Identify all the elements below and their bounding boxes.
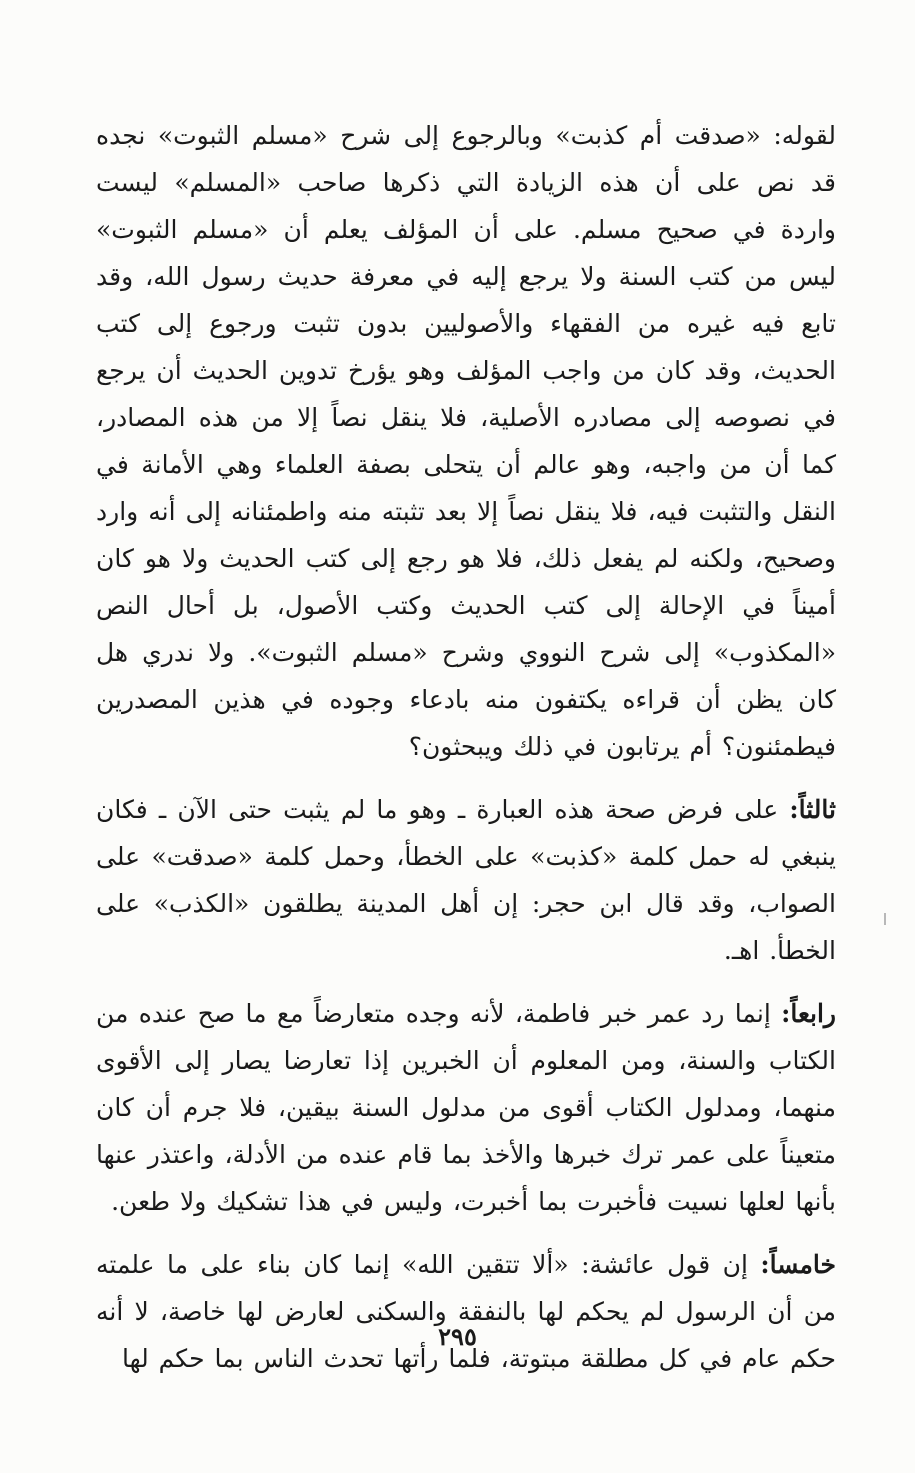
paragraph-thirdly [96,786,836,974]
main-text [96,112,836,1382]
paragraph-text: إن قول عائشة: «ألا تتقين الله» إنما كان بناء على ما علمته من أن الرسول لم يحكم لها بالنفقة والسكنى لعارض لها خاصة، لا أنه حكم عام في كل مطلقة مبتوتة، فلما رأتها تحدث الناس بما حكم لها [96,1250,836,1373]
paragraph-1 [96,112,836,770]
paragraph-lead: خامساً: [760,1250,836,1279]
paragraph-fifthly [96,1241,836,1382]
scan-mark [884,913,886,925]
paragraph-lead: ثالثاً: [789,795,836,824]
paragraph-text: لقوله: «صدقت أم كذبت» وبالرجوع إلى شرح «مسلم الثبوت» نجده قد نص على أن هذه الزيادة التي ذكرها صاحب «المسلم» ليست واردة في صحيح مسلم. على أن المؤلف يعلم أن «مسلم الثبوت» ليس من كتب السنة ولا يرجع إليه في معرفة حديث رسول الله، وقد تابع فيه غيره من الفقهاء والأصوليين بدون تثبت ورجوع إلى كتب الحديث، وقد كان من واجب المؤلف وهو يؤرخ تدوين الحديث أن يرجع في نصوصه إلى مصادره الأصلية، فلا ينقل نصاً إلا من هذه المصادر، كما أن من واجبه، وهو عالم أن يتحلى بصفة العلماء وهي الأمانة في النقل والتثبت فيه، فلا ينقل نصاً إلا بعد تثبته منه واطمئنانه إلى أنه وارد وصحيح، ولكنه لم يفعل ذلك، فلا هو رجع إلى كتب الحديث ولا هو كان أميناً في الإحالة إلى كتب الحديث وكتب الأصول، بل أحال النص «المكذوب» إلى شرح النووي وشرح «مسلم الثبوت». ولا ندري هل كان يظن أن قراءه يكتفون منه بادعاء وجوده في هذين المصدرين فيطمئنون؟ أم يرتابون في ذلك ويبحثون؟ [96,121,836,761]
paragraph-fourthly [96,990,836,1225]
paragraph-lead: رابعاً: [781,999,837,1028]
page-number: ٢٩٥ [438,1322,477,1351]
paragraph-text: على فرض صحة هذه العبارة ـ وهو ما لم يثبت حتى الآن ـ فكان ينبغي له حمل كلمة «كذبت» على الخطأ، وحمل كلمة «صدقت» على الصواب، وقد قال ابن حجر: إن أهل المدينة يطلقون «الكذب» على الخطأ. اهـ. [96,795,836,965]
paragraph-text: إنما رد عمر خبر فاطمة، لأنه وجده متعارضاً مع ما صح عنده من الكتاب والسنة، ومن المعلوم أن الخبرين إذا تعارضا يصار إلى الأقوى منهما، ومدلول الكتاب أقوى من مدلول السنة بيقين، فلا جرم أن كان متعيناً على عمر ترك خبرها والأخذ بما قام عنده من الأدلة، واعتذر عنها بأنها لعلها نسيت فأخبرت بما أخبرت، وليس في هذا تشكيك ولا طعن. [96,999,836,1216]
